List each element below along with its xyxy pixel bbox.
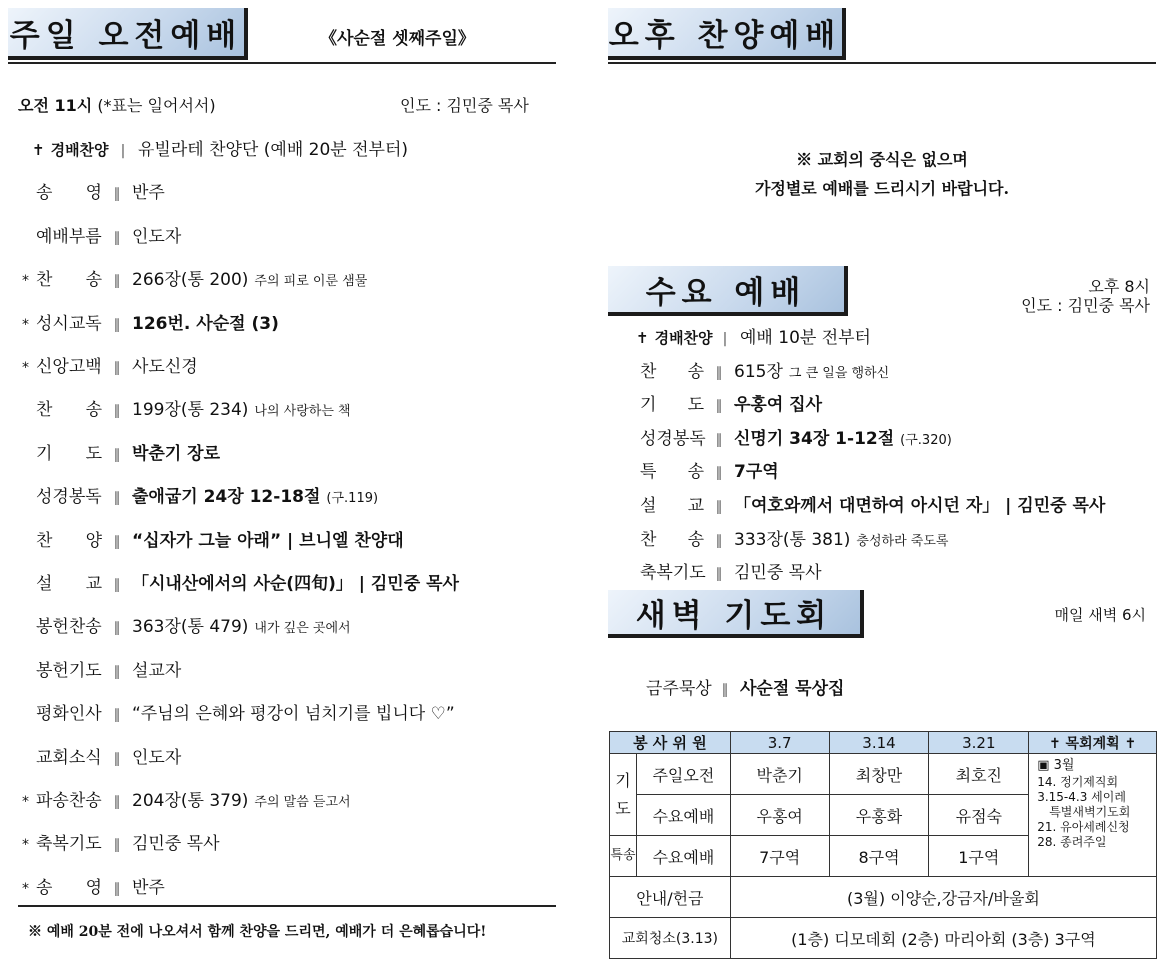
- order-label: 봉헌기도: [36, 660, 102, 681]
- order-value: 363장(통 479): [132, 617, 249, 638]
- order-value: 「여호와께서 대면하여 아시던 자」 | 김민중 목사: [734, 496, 1106, 516]
- order-detail: 주의 피로 이룬 샘물: [254, 274, 368, 290]
- special-song-group-label: 특송: [610, 836, 637, 877]
- separator: ∥: [113, 707, 121, 724]
- order-row: [22, 222, 181, 247]
- order-value: 126번. 사순절 (3): [132, 313, 279, 334]
- order-value: 615장: [734, 361, 783, 382]
- order-label: 찬 송: [36, 400, 102, 421]
- separator: ∥: [113, 490, 121, 507]
- order-value: 유빌라테 찬양단 (예배 20분 전부터): [138, 140, 408, 160]
- separator: ∥: [715, 499, 723, 515]
- order-value: 예배 10분 전부터: [740, 328, 871, 348]
- dawn-meditation-label: 금주묵상: [646, 679, 712, 699]
- order-row: [640, 424, 952, 449]
- order-row: [22, 178, 165, 203]
- plan-line: 21. 유아세례신청: [1037, 820, 1130, 834]
- order-label: 송 영: [36, 877, 102, 898]
- separator: ∥: [113, 186, 121, 203]
- roster-cell: 1구역: [929, 836, 1029, 877]
- separator: ∥: [715, 364, 723, 381]
- service-roster-table: [609, 731, 1157, 959]
- morning-leader: 인도 : 김민중 목사: [400, 96, 529, 115]
- standing-mark: *: [22, 360, 29, 376]
- order-row: [22, 786, 351, 811]
- order-label: 찬 송: [36, 270, 102, 291]
- order-label: 경배찬양: [654, 329, 713, 347]
- plan-header: ✝ 목회계획 ✝: [1029, 732, 1157, 754]
- morning-service-subtitle: 《사순절 셋째주일》: [320, 29, 475, 49]
- order-row: [640, 491, 1105, 516]
- roster-cell: 최창만: [829, 754, 929, 795]
- roster-cell: 8구역: [829, 836, 929, 877]
- order-row: [640, 525, 948, 550]
- order-row: [22, 439, 220, 464]
- separator: |: [120, 143, 126, 159]
- order-value: 「시내산에서의 사순(四旬)」 | 김민중 목사: [132, 574, 459, 594]
- dawn-meditation-row: [646, 674, 844, 699]
- order-label: 송 영: [36, 183, 102, 204]
- order-label: 파송찬송: [36, 791, 102, 811]
- order-value: 출애굽기 24장 12-18절: [132, 487, 321, 508]
- roster-row-label: 주일오전: [636, 754, 730, 795]
- dawn-time: 매일 새벽 6시: [1054, 606, 1146, 624]
- plan-line: 14. 정기제직회: [1037, 775, 1119, 789]
- guide-value: (3월) 이양순,강금자/바울회: [730, 877, 1156, 918]
- afternoon-notice-2: 가정별로 예배를 드리시기 바랍니다.: [754, 179, 1010, 198]
- order-value: “십자가 그늘 아래” | 브니엘 찬양대: [132, 530, 404, 551]
- cleaning-label: 교회청소(3.13): [610, 918, 731, 959]
- order-row: [640, 390, 822, 415]
- pastoral-plan: [1029, 754, 1157, 877]
- roster-header-date: 3.14: [829, 732, 929, 754]
- separator: ∥: [113, 620, 121, 637]
- roster-header-date: 3.7: [730, 732, 829, 754]
- order-row: [22, 699, 455, 724]
- afternoon-title-rule: [608, 62, 1156, 64]
- roster-row-label: 수요예배: [636, 795, 730, 836]
- separator: ∥: [715, 398, 723, 415]
- stand-note: (*표는 일어서서): [97, 96, 216, 115]
- order-detail: (구.320): [900, 432, 952, 448]
- plan-month: ▣ 3월: [1037, 758, 1075, 773]
- service-time-line: [18, 93, 216, 116]
- afternoon-notice-1: ※ 교회의 중식은 없으며: [796, 150, 968, 169]
- separator: ∥: [113, 533, 121, 550]
- order-value: 우홍여 집사: [734, 395, 823, 416]
- dawn-prayer-title: 새벽 기도회: [608, 590, 864, 638]
- separator: ∥: [113, 794, 121, 810]
- order-detail: 주의 말씀 듣고서: [254, 795, 351, 810]
- order-value: 204장(통 379): [132, 791, 249, 811]
- separator: ∥: [715, 465, 723, 482]
- separator: ∥: [715, 566, 723, 583]
- separator: ∥: [113, 750, 121, 767]
- separator: ∥: [721, 682, 729, 698]
- order-detail: 충성하라 죽도록: [856, 533, 949, 549]
- morning-title-rule: [8, 62, 556, 64]
- order-value: 반주: [132, 877, 165, 898]
- order-value: 333장(통 381): [734, 529, 851, 550]
- service-time: 오전 11시: [18, 96, 93, 115]
- separator: |: [722, 331, 728, 347]
- plan-line: 28. 종려주일: [1037, 835, 1107, 849]
- footer-rule: [18, 905, 556, 907]
- order-row: [22, 265, 367, 290]
- roster-cell: 7구역: [730, 836, 829, 877]
- separator: ∥: [113, 577, 121, 593]
- roster-cell: 유점숙: [929, 795, 1029, 836]
- wednesday-time: 오후 8시: [1088, 277, 1150, 296]
- roster-row-label: 수요예배: [636, 836, 730, 877]
- order-label: 평화인사: [36, 704, 102, 725]
- roster-cell: 최호진: [929, 754, 1029, 795]
- separator: ∥: [715, 532, 723, 549]
- order-label: 설 교: [640, 496, 704, 516]
- dawn-meditation-value: 사순절 묵상집: [740, 679, 845, 699]
- order-detail: (구.119): [326, 491, 379, 507]
- separator: ∥: [113, 403, 121, 420]
- order-label: 축복기도: [640, 563, 706, 584]
- order-label: 특 송: [640, 462, 704, 483]
- order-value: “주님의 은혜와 평강이 넘치기를 빕니다 ♡”: [132, 704, 455, 725]
- separator: ∥: [113, 837, 121, 854]
- order-value: 신명기 34장 1-12절: [734, 428, 895, 449]
- order-value: 인도자: [132, 226, 182, 247]
- order-value: 김민중 목사: [734, 563, 822, 584]
- order-detail: 그 큰 일을 행하신: [788, 365, 890, 381]
- separator: ∥: [113, 316, 121, 333]
- order-row: [640, 558, 822, 583]
- order-label: 교회소식: [36, 747, 102, 768]
- plan-line: 3.15-4.3 세이레: [1037, 790, 1126, 804]
- order-value: 사도신경: [132, 357, 198, 377]
- standing-mark: *: [22, 880, 29, 897]
- morning-service-title: 주일 오전예배: [8, 8, 248, 60]
- order-label: 경배찬양: [50, 141, 109, 159]
- order-row: [22, 482, 378, 507]
- roster-cell: 우홍여: [730, 795, 829, 836]
- order-value: 인도자: [132, 747, 182, 768]
- wednesday-leader: 인도 : 김민중 목사: [1021, 296, 1150, 315]
- order-row: [22, 309, 279, 334]
- roster-header-date: 3.21: [929, 732, 1029, 754]
- order-label: 성시교독: [36, 313, 102, 334]
- order-row: [22, 395, 351, 420]
- roster-cell: 우홍화: [829, 795, 929, 836]
- standing-mark: *: [22, 273, 29, 290]
- order-value: 7구역: [734, 462, 779, 483]
- order-row: [22, 135, 408, 160]
- order-detail: 내가 깊은 곳에서: [254, 621, 351, 637]
- order-label: 기 도: [36, 443, 102, 464]
- order-row: [640, 457, 779, 482]
- order-label: 축복기도: [36, 834, 102, 855]
- footer-note: ※ 예배 20분 전에 나오셔서 함께 찬양을 드리면, 예배가 더 은혜롭습니다!: [28, 924, 487, 940]
- cleaning-value: (1층) 디모데회 (2층) 마리아회 (3층) 3구역: [730, 918, 1156, 959]
- order-row: [636, 323, 871, 348]
- order-label: 찬 송: [640, 361, 704, 382]
- separator: ∥: [113, 229, 121, 246]
- order-value: 설교자: [132, 660, 182, 681]
- order-value: 김민중 목사: [132, 834, 220, 855]
- roster-header-label: 봉 사 위 원: [610, 732, 731, 754]
- order-row: [22, 656, 181, 681]
- cross-icon: ✝: [32, 141, 45, 159]
- order-label: 찬 양: [36, 530, 102, 551]
- guide-label: 안내/헌금: [610, 877, 731, 918]
- afternoon-service-title: 오후 찬양예배: [608, 8, 846, 60]
- order-label: 신앙고백: [36, 357, 102, 377]
- order-label: 찬 송: [640, 529, 704, 550]
- standing-mark: *: [22, 837, 29, 854]
- order-row: [22, 743, 181, 768]
- order-row: [22, 829, 220, 854]
- order-label: 봉헌찬송: [36, 617, 102, 638]
- order-label: 성경봉독: [36, 487, 102, 508]
- order-detail: 나의 사랑하는 책: [254, 404, 351, 420]
- order-row: [22, 873, 165, 898]
- roster-cell: 박춘기: [730, 754, 829, 795]
- order-label: 성경봉독: [640, 428, 706, 449]
- order-label: 설 교: [36, 574, 102, 594]
- separator: ∥: [113, 663, 121, 680]
- prayer-group-label: 기 도: [610, 754, 637, 836]
- separator: ∥: [113, 880, 121, 897]
- standing-mark: *: [22, 316, 29, 333]
- order-label: 기 도: [640, 395, 704, 416]
- wednesday-service-title: 수요 예배: [608, 266, 848, 316]
- order-label: 예배부름: [36, 226, 102, 247]
- order-row: [22, 526, 404, 551]
- separator: ∥: [113, 360, 121, 376]
- order-row: [22, 569, 459, 594]
- order-row: [22, 352, 198, 377]
- separator: ∥: [715, 431, 723, 448]
- standing-mark: *: [22, 794, 29, 810]
- separator: ∥: [113, 446, 121, 463]
- order-row: [22, 612, 351, 637]
- order-value: 266장(통 200): [132, 270, 249, 291]
- order-value: 199장(통 234): [132, 400, 249, 421]
- plan-line: 특별새벽기도회: [1049, 805, 1131, 819]
- cross-icon: ✝: [636, 329, 649, 347]
- order-value: 반주: [132, 183, 165, 204]
- order-row: [640, 357, 889, 382]
- separator: ∥: [113, 273, 121, 290]
- order-value: 박춘기 장로: [132, 443, 221, 464]
